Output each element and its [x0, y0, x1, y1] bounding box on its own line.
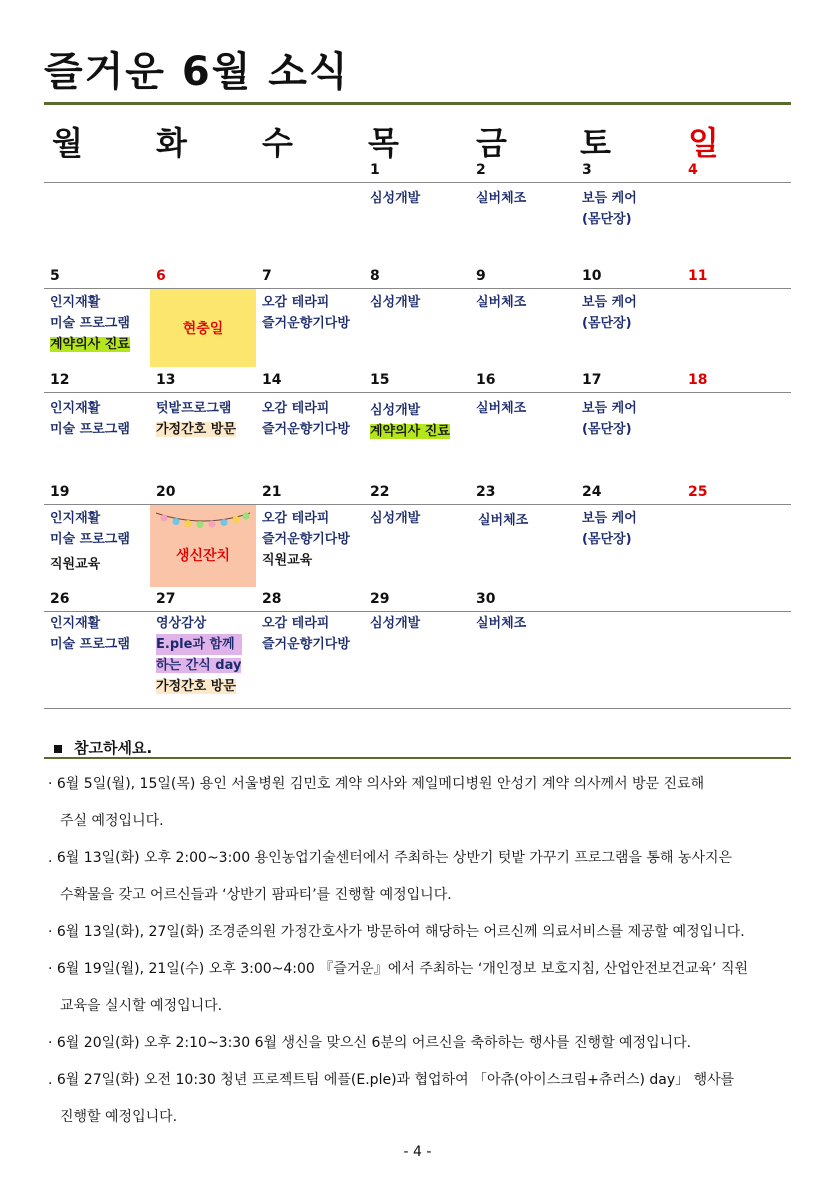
notice-line: . 6월 27일(화) 오전 10:30 청년 프로젝트팀 에플(E.ple)과 협업하여 「아츄(아이스크림+츄러스) day」 행사를 [48, 1072, 735, 1088]
event-cell [476, 398, 580, 419]
week-5-date-row [44, 589, 791, 612]
event-item: 인지재활 [50, 616, 101, 631]
event-cell [476, 613, 580, 634]
notice-line: · 6월 20일(화) 오후 2:10~3:30 6월 생신을 맞으신 6분의 어르신을 축하하는 행사를 진행할 예정입니다. [48, 1035, 692, 1051]
square-bullet-icon [54, 745, 62, 753]
date-20: 20 [156, 484, 176, 500]
event-item: 실버체조 [476, 616, 527, 631]
date-17: 17 [582, 372, 602, 388]
event-item: 오감 테라피 [262, 616, 330, 631]
event-cell [50, 508, 154, 575]
event-item: 직원교육 [262, 553, 313, 568]
date-23: 23 [476, 484, 496, 500]
event-cell [50, 292, 154, 355]
event-cell [370, 188, 474, 209]
event-item: 계약의사 진료 [370, 424, 450, 439]
event-item: 심성개발 [370, 295, 421, 310]
event-item: 심성개발 [370, 403, 421, 418]
week-3-date-row [44, 370, 791, 393]
event-item: 실버체조 [478, 513, 529, 528]
event-cell [370, 400, 474, 442]
event-cell [156, 613, 256, 697]
event-item: E.ple과 함께 [156, 634, 242, 655]
notice-line: 주실 예정입니다. [60, 813, 164, 829]
event-cell [50, 398, 154, 440]
event-item: (몸단장) [582, 422, 632, 437]
notice-line: 수확물을 갖고 어르신들과 ‘상반기 팜파티’를 진행할 예정입니다. [60, 887, 452, 903]
notice-line: 교육을 실시할 예정입니다. [60, 998, 223, 1014]
date-26: 26 [50, 591, 70, 607]
date-24: 24 [582, 484, 602, 500]
dow-fri: 금 [476, 124, 507, 162]
event-cell [262, 508, 366, 571]
date-19: 19 [50, 484, 70, 500]
event-cell [582, 398, 686, 440]
birthday-box [150, 505, 256, 587]
event-cell [262, 292, 366, 334]
page-title: 즐거운 6월 소식 [44, 49, 350, 95]
date-29: 29 [370, 591, 390, 607]
dow-thu: 목 [368, 124, 399, 162]
date-7: 7 [262, 268, 272, 284]
calendar-bottom-rule [44, 708, 791, 709]
date-13: 13 [156, 372, 176, 388]
date-22: 22 [370, 484, 390, 500]
event-item: 즐거운향기다방 [262, 422, 350, 437]
event-cell [50, 613, 154, 655]
notice-line: · 6월 13일(화), 27일(화) 조경준의원 가정간호사가 방문하여 해당하는 어르신께 의료서비스를 제공할 예정입니다. [48, 924, 745, 940]
week-1-date-row [44, 160, 791, 183]
event-item: 미술 프로그램 [50, 637, 130, 652]
dow-sat: 토 [580, 124, 611, 162]
event-cell [582, 188, 686, 230]
event-cell [478, 510, 582, 531]
dow-sun: 일 [688, 124, 719, 162]
notice-heading [54, 737, 152, 758]
event-item: 가정간호 방문 [156, 422, 236, 437]
event-item: 실버체조 [476, 191, 527, 206]
date-16: 16 [476, 372, 496, 388]
event-item: 심성개발 [370, 616, 421, 631]
notice-divider [44, 757, 791, 759]
date-3: 3 [582, 162, 592, 178]
event-item: 영상감상 [156, 616, 207, 631]
event-cell [582, 292, 686, 334]
date-14: 14 [262, 372, 282, 388]
event-item: 미술 프로그램 [50, 532, 130, 547]
event-item: 미술 프로그램 [50, 422, 130, 437]
event-item: 오감 테라피 [262, 295, 330, 310]
event-item: 인지재활 [50, 295, 101, 310]
title-divider [44, 102, 791, 105]
event-item: 심성개발 [370, 191, 421, 206]
event-item: 즐거운향기다방 [262, 316, 350, 331]
date-10: 10 [582, 268, 602, 284]
event-item: 오감 테라피 [262, 401, 330, 416]
event-item: 미술 프로그램 [50, 316, 130, 331]
event-cell [476, 188, 580, 209]
date-2: 2 [476, 162, 486, 178]
date-5: 5 [50, 268, 60, 284]
notice-list [48, 766, 793, 1136]
notice-line: · 6월 19일(월), 21일(수) 오후 3:00~4:00 『즐거운』에서 주최하는 ‘개인정보 보호지침, 산업안전보건교육’ 직원 [48, 961, 749, 977]
event-cell [476, 292, 580, 313]
event-item: 직원교육 [50, 557, 101, 572]
date-28: 28 [262, 591, 282, 607]
event-cell [370, 508, 474, 529]
week-2-date-row [44, 266, 791, 289]
holiday-box [150, 289, 256, 367]
page-number: - 4 - [403, 1144, 432, 1160]
event-item: 가정간호 방문 [156, 679, 236, 694]
event-item: 텃밭프로그램 [156, 401, 232, 416]
event-cell [370, 292, 474, 313]
event-cell [582, 508, 686, 550]
birthday-label: 생신잔치 [175, 548, 231, 564]
week-4-date-row [44, 482, 791, 505]
date-4: 4 [688, 162, 698, 178]
event-item: 오감 테라피 [262, 511, 330, 526]
date-15: 15 [370, 372, 390, 388]
date-8: 8 [370, 268, 380, 284]
event-item: 인지재활 [50, 401, 101, 416]
event-item: (몸단장) [582, 316, 632, 331]
date-30: 30 [476, 591, 496, 607]
dow-tue: 화 [156, 124, 187, 162]
dow-wed: 수 [262, 124, 293, 162]
holiday-label: 현충일 [182, 321, 224, 337]
event-item: 즐거운향기다방 [262, 637, 350, 652]
event-item: 인지재활 [50, 511, 101, 526]
event-item: 실버체조 [476, 295, 527, 310]
bunting-icon [150, 507, 256, 533]
date-6: 6 [156, 268, 166, 284]
event-item: 계약의사 진료 [50, 337, 130, 352]
event-item: (몸단장) [582, 212, 632, 227]
date-18: 18 [688, 372, 708, 388]
event-cell [262, 398, 366, 440]
notice-line: · 6월 5일(월), 15일(목) 용인 서울병원 김민호 계약 의사와 제일메디병원 안성기 계약 의사께서 방문 진료해 [48, 776, 705, 792]
date-27: 27 [156, 591, 176, 607]
event-item: (몸단장) [582, 532, 632, 547]
event-cell [262, 613, 366, 655]
date-21: 21 [262, 484, 282, 500]
date-9: 9 [476, 268, 486, 284]
event-item: 보듬 케어 [582, 401, 637, 416]
date-1: 1 [370, 162, 380, 178]
dow-mon: 월 [52, 124, 83, 162]
event-item: 보듬 케어 [582, 295, 637, 310]
date-12: 12 [50, 372, 70, 388]
notice-heading-text: 참고하세요. [74, 739, 153, 757]
notice-line: . 6월 13일(화) 오후 2:00~3:00 용인농업기술센터에서 주최하는 상반기 텃밭 가꾸기 프로그램을 통해 농사지은 [48, 850, 733, 866]
event-item: 하는 간식 day [156, 658, 242, 673]
event-cell [370, 613, 474, 634]
event-item: 실버체조 [476, 401, 527, 416]
date-25: 25 [688, 484, 708, 500]
event-item: 심성개발 [370, 511, 421, 526]
notice-line: 진행할 예정입니다. [60, 1109, 178, 1125]
event-item: 보듬 케어 [582, 191, 637, 206]
event-item: 즐거운향기다방 [262, 532, 350, 547]
event-item: 보듬 케어 [582, 511, 637, 526]
event-cell [156, 398, 260, 440]
date-11: 11 [688, 268, 708, 284]
